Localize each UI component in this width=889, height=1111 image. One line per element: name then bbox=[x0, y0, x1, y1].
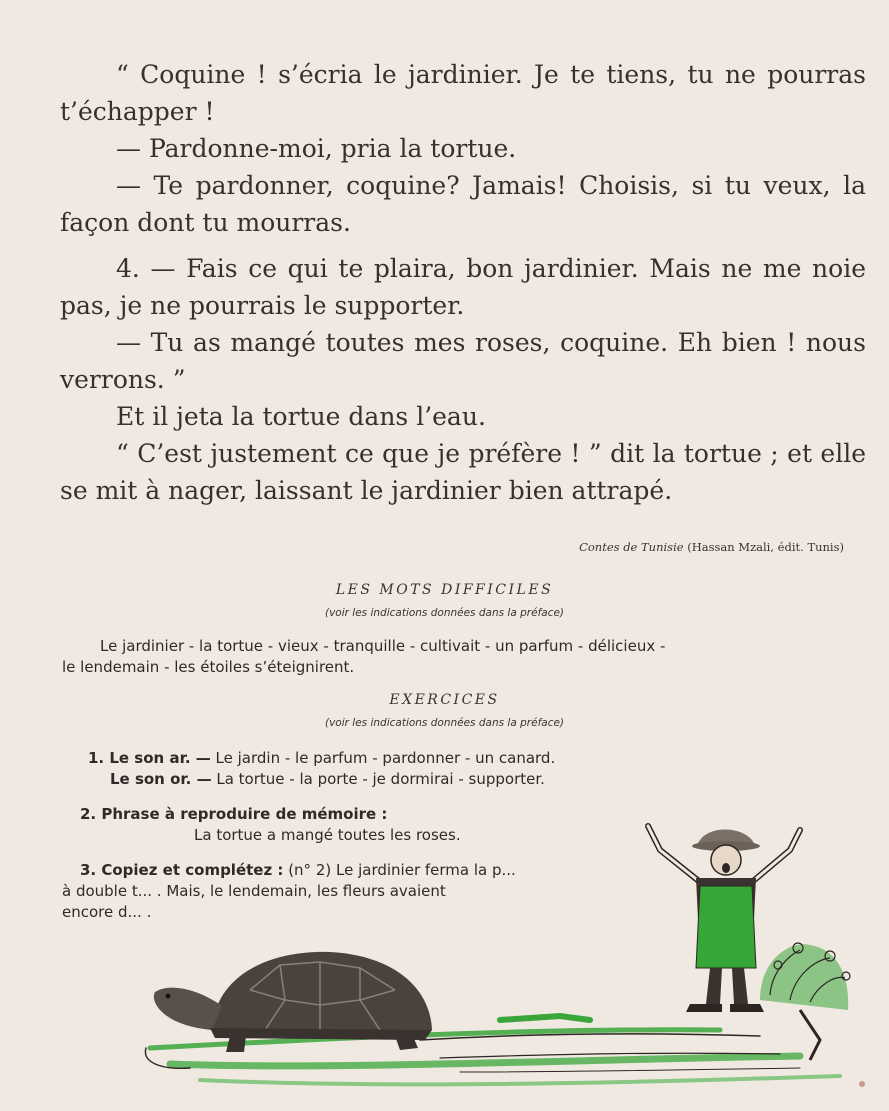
exercise-2-text: La tortue a mangé toutes les roses. bbox=[194, 826, 461, 844]
story-paragraph-5: — Tu as mangé toutes mes roses, coquine. Eh bien ! nous verrons. ” bbox=[60, 328, 866, 394]
exercises-title: EXERCICES bbox=[389, 692, 500, 708]
exercise-1-label: 1. Le son ar. — bbox=[88, 749, 211, 767]
exercise-1-text: Le jardin - le parfum - pardonner - un canard. bbox=[215, 749, 556, 767]
rose-bush-illustration bbox=[760, 943, 850, 1060]
story-paragraph-2: — Pardonne-moi, pria la tortue. bbox=[116, 134, 517, 163]
exercise-3-text-1: (n° 2) Le jardinier ferma la p... bbox=[288, 861, 516, 879]
difficult-words-line-2: le lendemain - les étoiles s’éteignirent. bbox=[62, 658, 355, 676]
exercises-note: (voir les indications données dans la préface) bbox=[324, 717, 565, 729]
page-mark bbox=[859, 1081, 865, 1087]
exercise-3-line-3: encore d... . bbox=[62, 903, 152, 921]
story-paragraph-1: “ Coquine ! s’écria le jardinier. Je te tiens, tu ne pourras t’échapper ! bbox=[60, 60, 866, 126]
exercise-2-label: 2. Phrase à reproduire de mémoire : bbox=[80, 805, 388, 823]
story-paragraph-4: 4. — Fais ce qui te plaira, bon jardinier. Mais ne me noie pas, je ne pourrais le supporter. bbox=[60, 254, 866, 320]
difficult-words-title: LES MOTS DIFFICILES bbox=[335, 582, 554, 598]
source-title: Contes de Tunisie bbox=[579, 540, 684, 554]
exercise-3-line-2: à double t... . Mais, le lendemain, les fleurs avaient bbox=[62, 882, 446, 900]
story-paragraph-3: — Te pardonner, coquine? Jamais! Choisis, si tu veux, la façon dont tu mourras. bbox=[60, 171, 866, 237]
tortoise-illustration bbox=[154, 952, 432, 1052]
story-paragraph-7: “ C’est justement ce que je préfère ! ” dit la tortue ; et elle se mit à nager, laissant le jardinier bien attrapé. bbox=[60, 439, 866, 505]
difficult-words-line-1: Le jardinier - la tortue - vieux - tranquille - cultivait - un parfum - délicieux - bbox=[100, 637, 666, 655]
source-detail: (Hassan Mzali, édit. Tunis) bbox=[687, 540, 844, 554]
difficult-words-note: (voir les indications données dans la préface) bbox=[324, 607, 565, 619]
story-paragraph-6: Et il jeta la tortue dans l’eau. bbox=[116, 402, 486, 431]
exercise-1b-text: La tortue - la porte - je dormirai - supporter. bbox=[216, 770, 545, 788]
exercise-1b-label: Le son or. — bbox=[110, 770, 212, 788]
exercise-3-label: 3. Copiez et complétez : bbox=[80, 861, 284, 879]
